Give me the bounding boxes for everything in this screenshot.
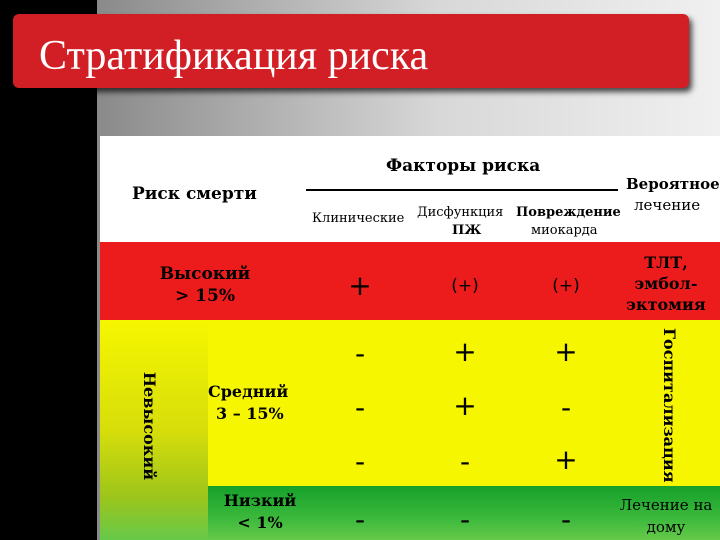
- low-treatment-line1: Лечение на: [619, 496, 713, 514]
- high-risk-label-line2: > 15%: [175, 286, 235, 306]
- high-treatment-line2: эмбол-: [634, 274, 698, 293]
- high-risk-label: [150, 263, 260, 307]
- intermediate-sub1-rv: +: [453, 335, 477, 368]
- intermediate-sub2-myo: -: [560, 391, 572, 424]
- risk-factors-header: Факторы риска: [386, 156, 541, 176]
- col-myo-header-line1: Повреждение: [516, 205, 621, 220]
- high-treatment-line3: эктомия: [626, 295, 706, 314]
- intermediate-treatment: Госпитализация: [660, 328, 679, 483]
- intermediate-risk-label-line2: 3 – 15%: [216, 404, 284, 423]
- slide-title: Стратификация риска: [39, 33, 429, 79]
- high-treatment-line1: ТЛТ,: [644, 253, 688, 272]
- intermediate-sub3-clinical: -: [354, 445, 366, 478]
- high-clinical-value: +: [348, 269, 372, 302]
- death-risk-header: Риск смерти: [132, 184, 257, 204]
- high-risk-label-line1: Высокий: [159, 264, 251, 284]
- intermediate-sub3-myo: +: [554, 443, 578, 476]
- high-myo-value: (+): [552, 276, 580, 296]
- col-rv-header-line2: ПЖ: [452, 223, 482, 238]
- col-clinical-header: Клинические: [312, 211, 405, 226]
- low-treatment-line2: дому: [646, 518, 686, 536]
- low-myo-value: -: [560, 503, 572, 536]
- low-treatment: [612, 494, 720, 538]
- title-banner: [13, 14, 689, 88]
- high-rv-value: (+): [451, 276, 479, 296]
- low-rv-value: -: [459, 503, 471, 536]
- intermediate-sub2-clinical: -: [354, 391, 366, 424]
- intermediate-sub1-clinical: -: [354, 337, 366, 370]
- intermediate-risk-label: [208, 381, 304, 425]
- low-risk-label-line1: Низкий: [223, 491, 297, 510]
- intermediate-sub3-rv: -: [459, 445, 471, 478]
- low-clinical-value: -: [354, 503, 366, 536]
- intermediate-sub2-rv: +: [453, 389, 477, 422]
- high-treatment: [612, 252, 720, 315]
- intermediate-sub1-myo: +: [554, 335, 578, 368]
- treatment-header-line1: Вероятное: [626, 175, 720, 193]
- col-rv-header-line1: Дисфункция: [417, 205, 504, 220]
- low-risk-label: [212, 490, 308, 534]
- treatment-header-line2: лечение: [634, 196, 701, 214]
- not-high-risk-label: Невысокий: [140, 371, 159, 481]
- header-divider: [306, 189, 618, 191]
- low-risk-label-line2: < 1%: [237, 513, 283, 532]
- intermediate-risk-label-line1: Средний: [208, 382, 289, 401]
- col-myo-header-line2: миокарда: [531, 223, 598, 238]
